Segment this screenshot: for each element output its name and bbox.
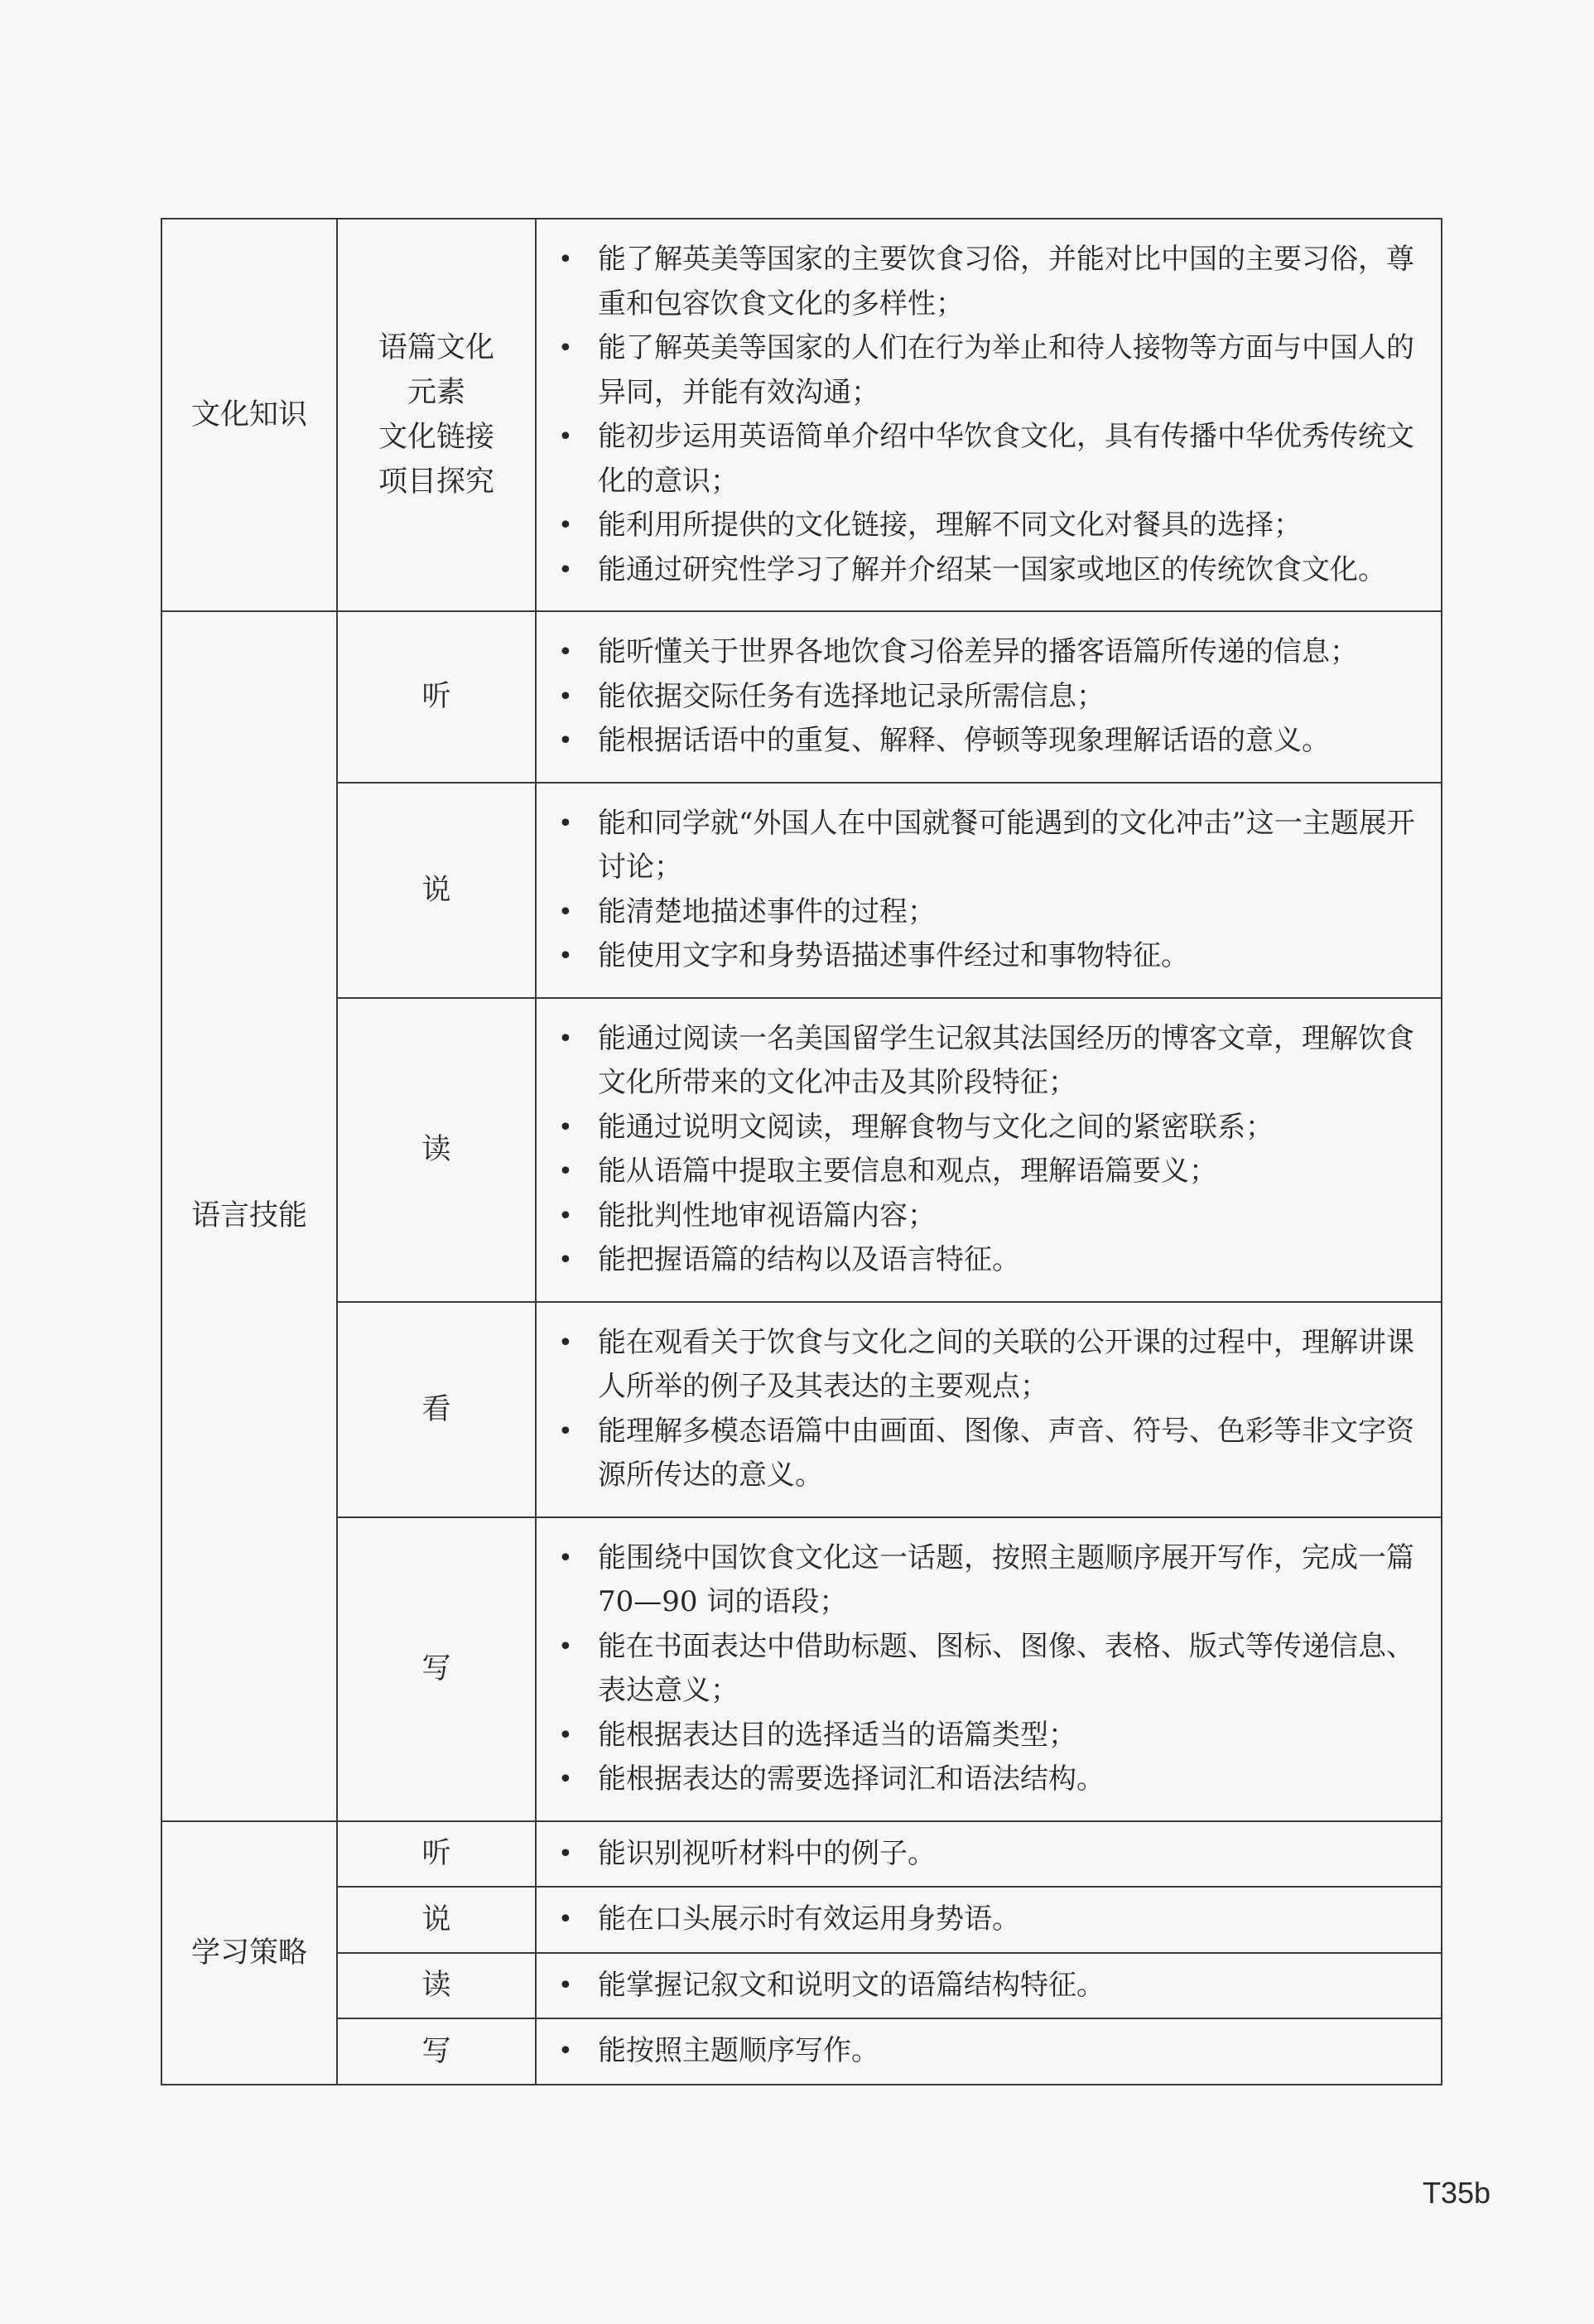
writing-objectives bbox=[536, 1517, 1442, 1821]
subcategory-speaking: 说 bbox=[337, 783, 536, 998]
page-number: T35b bbox=[1423, 2176, 1491, 2210]
objective-item: • 能从语篇中提取主要信息和观点，理解语篇要义； bbox=[551, 1150, 1429, 1194]
strategy-listening-objectives bbox=[536, 1821, 1442, 1888]
objective-item: • 能了解英美等国家的主要饮食习俗，并能对比中国的主要习俗，尊重和包容饮食文化的多样性； bbox=[551, 238, 1429, 326]
objective-item: • 能识别视听材料中的例子。 bbox=[551, 1832, 1429, 1877]
objective-item: • 能和同学就“外国人在中国就餐可能遇到的文化冲击”这一主题展开讨论； bbox=[551, 802, 1429, 890]
objective-item: • 能按照主题顺序写作。 bbox=[551, 2029, 1429, 2074]
objective-item: • 能掌握记叙文和说明文的语篇结构特征。 bbox=[551, 1964, 1429, 2008]
subcategory-listening: 听 bbox=[337, 611, 536, 783]
category-learning-strategies: 学习策略 bbox=[161, 1821, 337, 2085]
strategy-sub-writing: 写 bbox=[337, 2018, 536, 2085]
objective-item: • 能根据表达目的选择适当的语篇类型； bbox=[551, 1714, 1429, 1758]
speaking-objectives bbox=[536, 783, 1442, 998]
culture-row bbox=[161, 219, 1442, 611]
sub-line: 项目探究 bbox=[378, 465, 494, 499]
objective-item: • 能初步运用英语简单介绍中华饮食文化，具有传播中华优秀传统文化的意识； bbox=[551, 415, 1429, 504]
objective-item: • 能听懂关于世界各地饮食习俗差异的播客语篇所传递的信息； bbox=[551, 630, 1429, 675]
objective-item: • 能在书面表达中借助标题、图标、图像、表格、版式等传递信息、表达意义； bbox=[551, 1625, 1429, 1714]
objective-item: • 能在观看关于饮食与文化之间的关联的公开课的过程中，理解讲课人所举的例子及其表达的主要观点； bbox=[551, 1321, 1429, 1410]
strategy-row-reading bbox=[161, 1953, 1442, 2019]
strategy-speaking-objectives bbox=[536, 1887, 1442, 1953]
strategy-sub-listening: 听 bbox=[337, 1821, 536, 1888]
strategy-reading-objectives bbox=[536, 1953, 1442, 2019]
objective-item: • 能批判性地审视语篇内容； bbox=[551, 1194, 1429, 1239]
objective-item: • 能把握语篇的结构以及语言特征。 bbox=[551, 1238, 1429, 1283]
sub-line: 元素 bbox=[407, 376, 465, 409]
strategy-sub-reading: 读 bbox=[337, 1953, 536, 2019]
objective-item: • 能通过说明文阅读，理解食物与文化之间的紧密联系； bbox=[551, 1106, 1429, 1150]
objective-item: • 能根据话语中的重复、解释、停顿等现象理解话语的意义。 bbox=[551, 719, 1429, 764]
objective-item: • 能通过阅读一名美国留学生记叙其法国经历的博客文章，理解饮食文化所带来的文化冲击及其阶段特征； bbox=[551, 1017, 1429, 1106]
subcategory-writing: 写 bbox=[337, 1517, 536, 1821]
category-culture: 文化知识 bbox=[161, 219, 337, 611]
strategy-writing-objectives bbox=[536, 2018, 1442, 2085]
sub-line: 文化链接 bbox=[378, 421, 494, 454]
objective-item: • 能通过研究性学习了解并介绍某一国家或地区的传统饮食文化。 bbox=[551, 548, 1429, 593]
strategy-row-speaking bbox=[161, 1887, 1442, 1953]
objective-item: • 能了解英美等国家的人们在行为举止和待人接物等方面与中国人的异同，并能有效沟通； bbox=[551, 326, 1429, 415]
reading-objectives bbox=[536, 998, 1442, 1302]
skills-row-listening bbox=[161, 611, 1442, 783]
skills-row-viewing bbox=[161, 1302, 1442, 1517]
skills-row-speaking bbox=[161, 783, 1442, 998]
objective-item: • 能使用文字和身势语描述事件经过和事物特征。 bbox=[551, 934, 1429, 979]
skills-row-writing bbox=[161, 1517, 1442, 1821]
culture-objectives bbox=[536, 219, 1442, 611]
strategy-row-listening bbox=[161, 1821, 1442, 1888]
strategy-row-writing bbox=[161, 2018, 1442, 2085]
viewing-objectives bbox=[536, 1302, 1442, 1517]
subcategory-reading: 读 bbox=[337, 998, 536, 1302]
strategy-sub-speaking: 说 bbox=[337, 1887, 536, 1953]
objective-item: • 能清楚地描述事件的过程； bbox=[551, 890, 1429, 935]
category-language-skills: 语言技能 bbox=[161, 611, 337, 1821]
listening-objectives bbox=[536, 611, 1442, 783]
sub-line: 语篇文化 bbox=[378, 331, 494, 364]
skills-row-reading bbox=[161, 998, 1442, 1302]
subcategory-culture-sources bbox=[337, 219, 536, 611]
objective-item: • 能围绕中国饮食文化这一话题，按照主题顺序展开写作，完成一篇 70—90 词的语段； bbox=[551, 1536, 1429, 1625]
objective-item: • 能根据表达的需要选择词汇和语法结构。 bbox=[551, 1757, 1429, 1802]
subcategory-viewing: 看 bbox=[337, 1302, 536, 1517]
objective-item: • 能在口头展示时有效运用身势语。 bbox=[551, 1897, 1429, 1942]
objective-item: • 能利用所提供的文化链接，理解不同文化对餐具的选择； bbox=[551, 504, 1429, 548]
objectives-table bbox=[161, 218, 1442, 2085]
objective-item: • 能依据交际任务有选择地记录所需信息； bbox=[551, 675, 1429, 720]
objective-item: • 能理解多模态语篇中由画面、图像、声音、符号、色彩等非文字资源所传达的意义。 bbox=[551, 1410, 1429, 1498]
